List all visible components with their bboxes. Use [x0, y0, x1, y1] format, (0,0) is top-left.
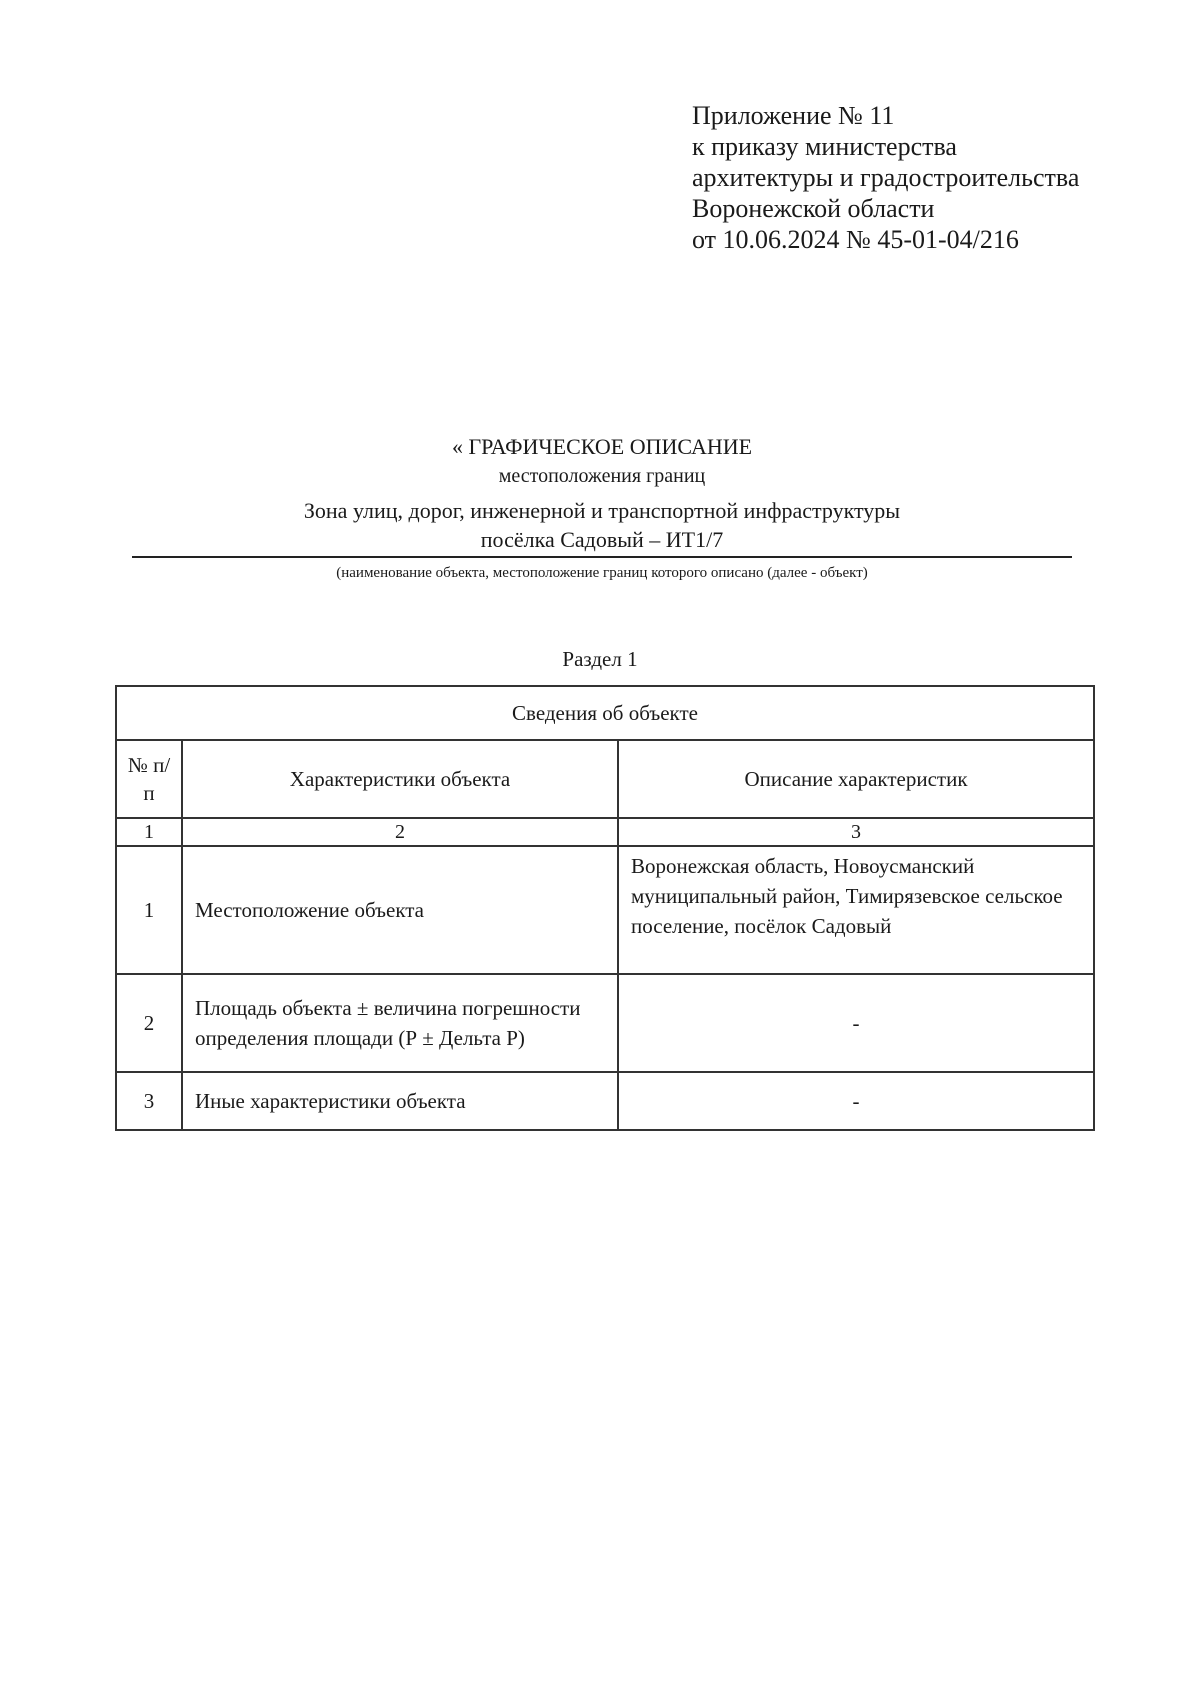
object-name-line2: посёлка Садовый – ИТ1/7: [480, 527, 724, 552]
table-caption-row: [116, 686, 1094, 740]
table-row: [116, 1072, 1094, 1130]
table-caption: Сведения об объекте: [116, 686, 1094, 740]
document-title-block: [132, 432, 1072, 584]
column-number: 3: [618, 818, 1094, 846]
table-header-row: [116, 740, 1094, 818]
appendix-line: от 10.06.2024 № 45-01-04/216: [692, 225, 1019, 254]
header-num: № п/п: [116, 740, 182, 818]
row-description: -: [618, 1072, 1094, 1130]
appendix-line: архитектуры и градостроительства: [692, 163, 1080, 192]
row-description: Воронежская область, Новоусманский муниципальный район, Тимирязевское сельское поселение, посёлок Садовый: [618, 846, 1094, 974]
object-info-table: [115, 685, 1095, 1131]
table-row: [116, 974, 1094, 1072]
row-characteristic: Площадь объекта ± величина погрешности определения площади (Р ± Дельта Р): [182, 974, 618, 1072]
document-title: « ГРАФИЧЕСКОЕ ОПИСАНИЕ: [451, 434, 753, 459]
column-number-row: [116, 818, 1094, 846]
object-name-line1: Зона улиц, дорог, инженерной и транспортной инфраструктуры: [303, 498, 901, 523]
object-name-caption: (наименование объекта, местоположение границ которого описано (далее - объект): [336, 565, 868, 581]
appendix-line: Воронежской области: [692, 194, 935, 223]
row-characteristic: Местоположение объекта: [182, 846, 618, 974]
row-num: 2: [116, 974, 182, 1072]
row-num: 1: [116, 846, 182, 974]
row-num: 3: [116, 1072, 182, 1130]
column-number: 2: [182, 818, 618, 846]
appendix-line: к приказу министерства: [692, 132, 957, 161]
title-underline: [132, 556, 1072, 558]
appendix-header: [692, 100, 1079, 255]
header-description: Описание характеристик: [618, 740, 1094, 818]
section-label: Раздел 1: [562, 647, 638, 671]
table-row: [116, 846, 1094, 974]
row-characteristic: Иные характеристики объекта: [182, 1072, 618, 1130]
column-number: 1: [116, 818, 182, 846]
appendix-line: Приложение № 11: [692, 101, 895, 130]
row-description: -: [618, 974, 1094, 1072]
header-characteristics: Характеристики объекта: [182, 740, 618, 818]
document-subtitle: местоположения границ: [498, 465, 706, 487]
